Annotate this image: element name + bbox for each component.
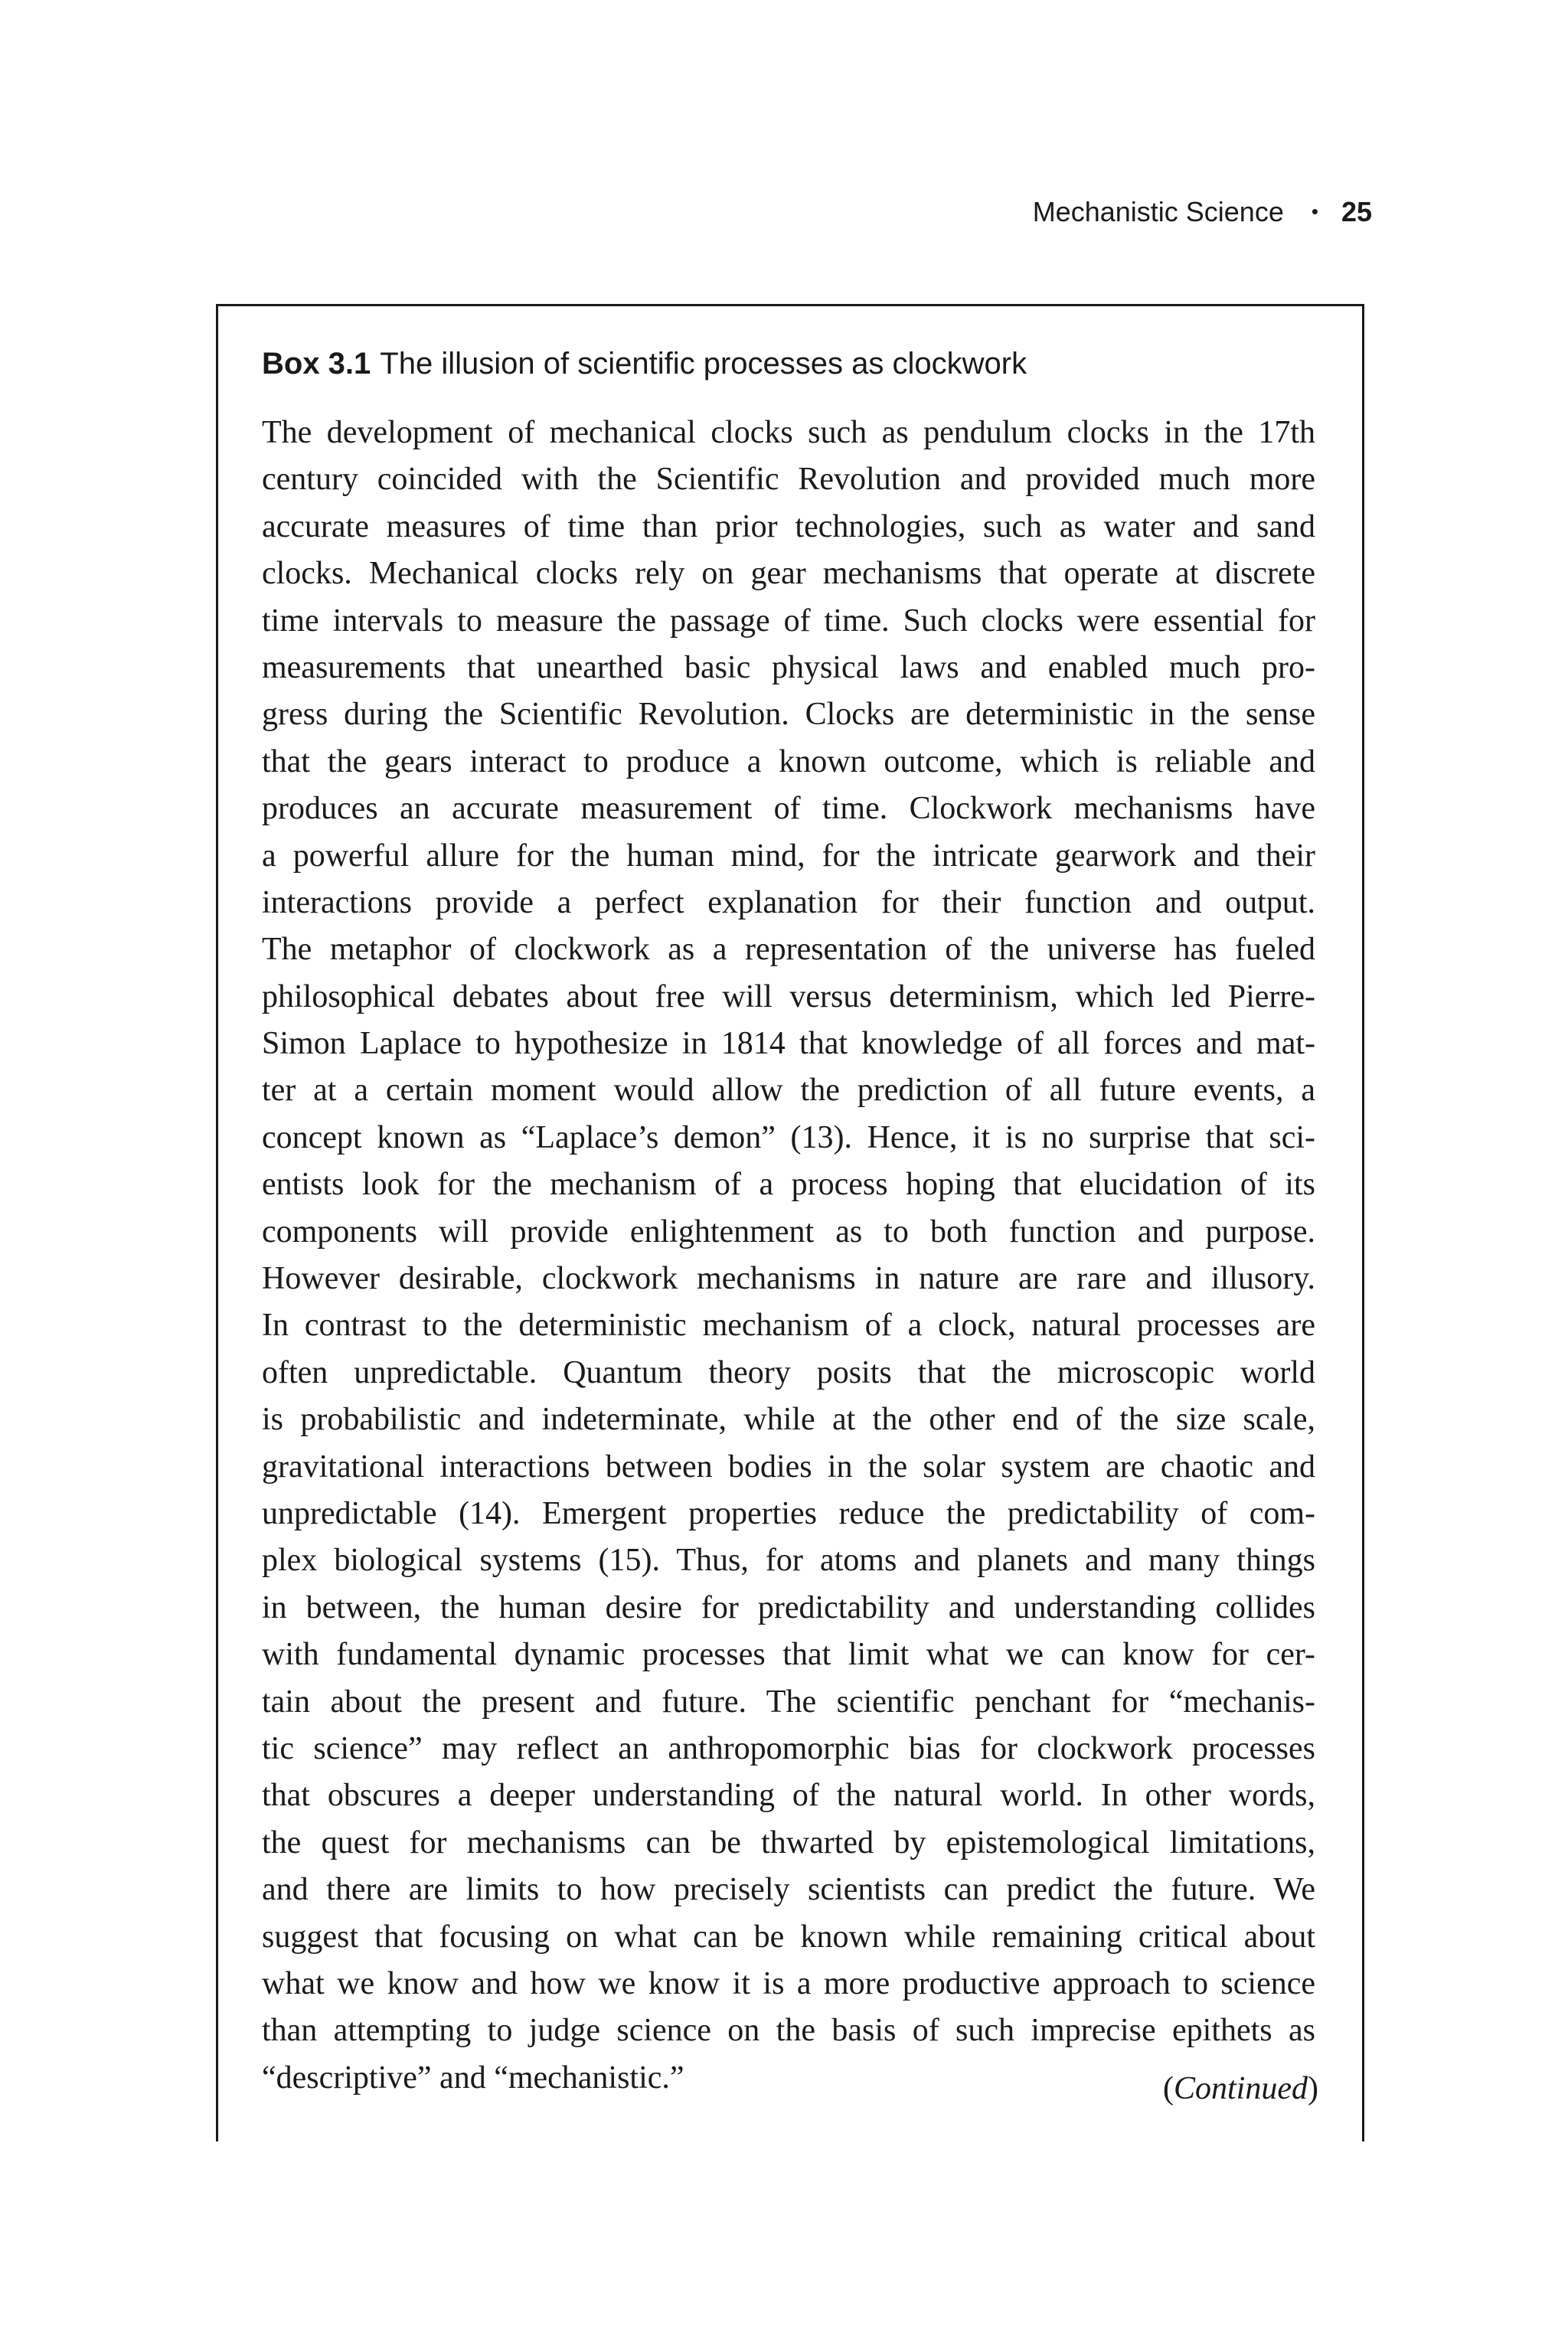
body-line: philosophical debates about free will versus determinism, which led Pierre- bbox=[262, 978, 1315, 1014]
box-title: The illusion of scientific processes as clockwork bbox=[380, 347, 1027, 381]
body-line: and there are limits to how precisely scientists can predict the future. We bbox=[262, 1872, 1315, 1908]
body-line: However desirable, clockwork mechanisms in nature are rare and illusory. bbox=[262, 1261, 1315, 1297]
body-line: that obscures a deeper understanding of the natural world. In other words, bbox=[262, 1778, 1315, 1814]
body-line: clocks. Mechanical clocks rely on gear mechanisms that operate at discrete bbox=[262, 556, 1315, 592]
body-line: unpredictable (14). Emergent properties reduce the predictability of com- bbox=[262, 1495, 1315, 1531]
continued-word: Continued bbox=[1174, 2071, 1308, 2106]
box-heading bbox=[262, 344, 1027, 384]
body-line: plex biological systems (15). Thus, for atoms and planets and many things bbox=[262, 1543, 1315, 1579]
body-line: suggest that focusing on what can be known while remaining critical about bbox=[262, 1919, 1315, 1955]
text-box bbox=[216, 304, 1364, 2141]
body-line: tain about the present and future. The scientific penchant for “mechanis- bbox=[262, 1684, 1315, 1720]
body-line: ter at a certain moment would allow the prediction of all future events, a bbox=[262, 1073, 1315, 1109]
body-line: accurate measures of time than prior technologies, such as water and sand bbox=[262, 508, 1315, 544]
body-line: that the gears interact to produce a known outcome, which is reliable and bbox=[262, 743, 1315, 779]
body-line: in between, the human desire for predictability and understanding collides bbox=[262, 1589, 1315, 1625]
body-line: a powerful allure for the human mind, for the intricate gearwork and their bbox=[262, 838, 1315, 874]
body-line: interactions provide a perfect explanation for their function and output. bbox=[262, 884, 1315, 920]
body-line: In contrast to the deterministic mechanism of a clock, natural processes are bbox=[262, 1308, 1315, 1344]
body-line: The metaphor of clockwork as a representation of the universe has fueled bbox=[262, 932, 1315, 968]
body-line: time intervals to measure the passage of time. Such clocks were essential for bbox=[262, 603, 1315, 639]
body-line: concept known as “Laplace’s demon” (13). Hence, it is no surprise that sci- bbox=[262, 1119, 1315, 1155]
page-number: 25 bbox=[1341, 196, 1372, 227]
continued-close-paren: ) bbox=[1308, 2071, 1318, 2106]
body-line: entists look for the mechanism of a process hoping that elucidation of its bbox=[262, 1167, 1315, 1203]
body-line: “descriptive” and “mechanistic.” bbox=[262, 2060, 684, 2096]
body-line: than attempting to judge science on the basis of such imprecise epithets as bbox=[262, 2013, 1315, 2049]
body-line: Simon Laplace to hypothesize in 1814 that knowledge of all forces and mat- bbox=[262, 1026, 1315, 1062]
body-line: tic science” may reflect an anthropomorphic bias for clockwork processes bbox=[262, 1730, 1315, 1766]
continued-open-paren: ( bbox=[1163, 2071, 1174, 2106]
body-line: components will provide enlightenment as to both function and purpose. bbox=[262, 1214, 1315, 1250]
body-line: measurements that unearthed basic physical laws and enabled much pro- bbox=[262, 649, 1315, 685]
body-line: gress during the Scientific Revolution. Clocks are deterministic in the sense bbox=[262, 697, 1315, 733]
box-label: Box 3.1 bbox=[262, 347, 371, 381]
body-line: gravitational interactions between bodies in the solar system are chaotic and bbox=[262, 1449, 1315, 1485]
body-line: is probabilistic and indeterminate, while at the other end of the size scale, bbox=[262, 1402, 1315, 1438]
body-line: produces an accurate measurement of time. Clockwork mechanisms have bbox=[262, 791, 1315, 827]
body-line: with fundamental dynamic processes that limit what we can know for cer- bbox=[262, 1637, 1315, 1673]
body-line: The development of mechanical clocks such as pendulum clocks in the 17th bbox=[262, 415, 1315, 450]
running-head-title: Mechanistic Science bbox=[1032, 196, 1284, 227]
body-line: often unpredictable. Quantum theory posits that the microscopic world bbox=[262, 1354, 1315, 1390]
body-line: the quest for mechanisms can be thwarted by epistemological limitations, bbox=[262, 1824, 1315, 1860]
body-line: century coincided with the Scientific Revolution and provided much more bbox=[262, 462, 1315, 498]
body-line: what we know and how we know it is a more productive approach to science bbox=[262, 1965, 1315, 2001]
running-head bbox=[1033, 193, 1372, 230]
continued-note bbox=[1163, 2067, 1318, 2110]
running-head-separator: • bbox=[1311, 200, 1318, 223]
box-body bbox=[262, 410, 1315, 2102]
